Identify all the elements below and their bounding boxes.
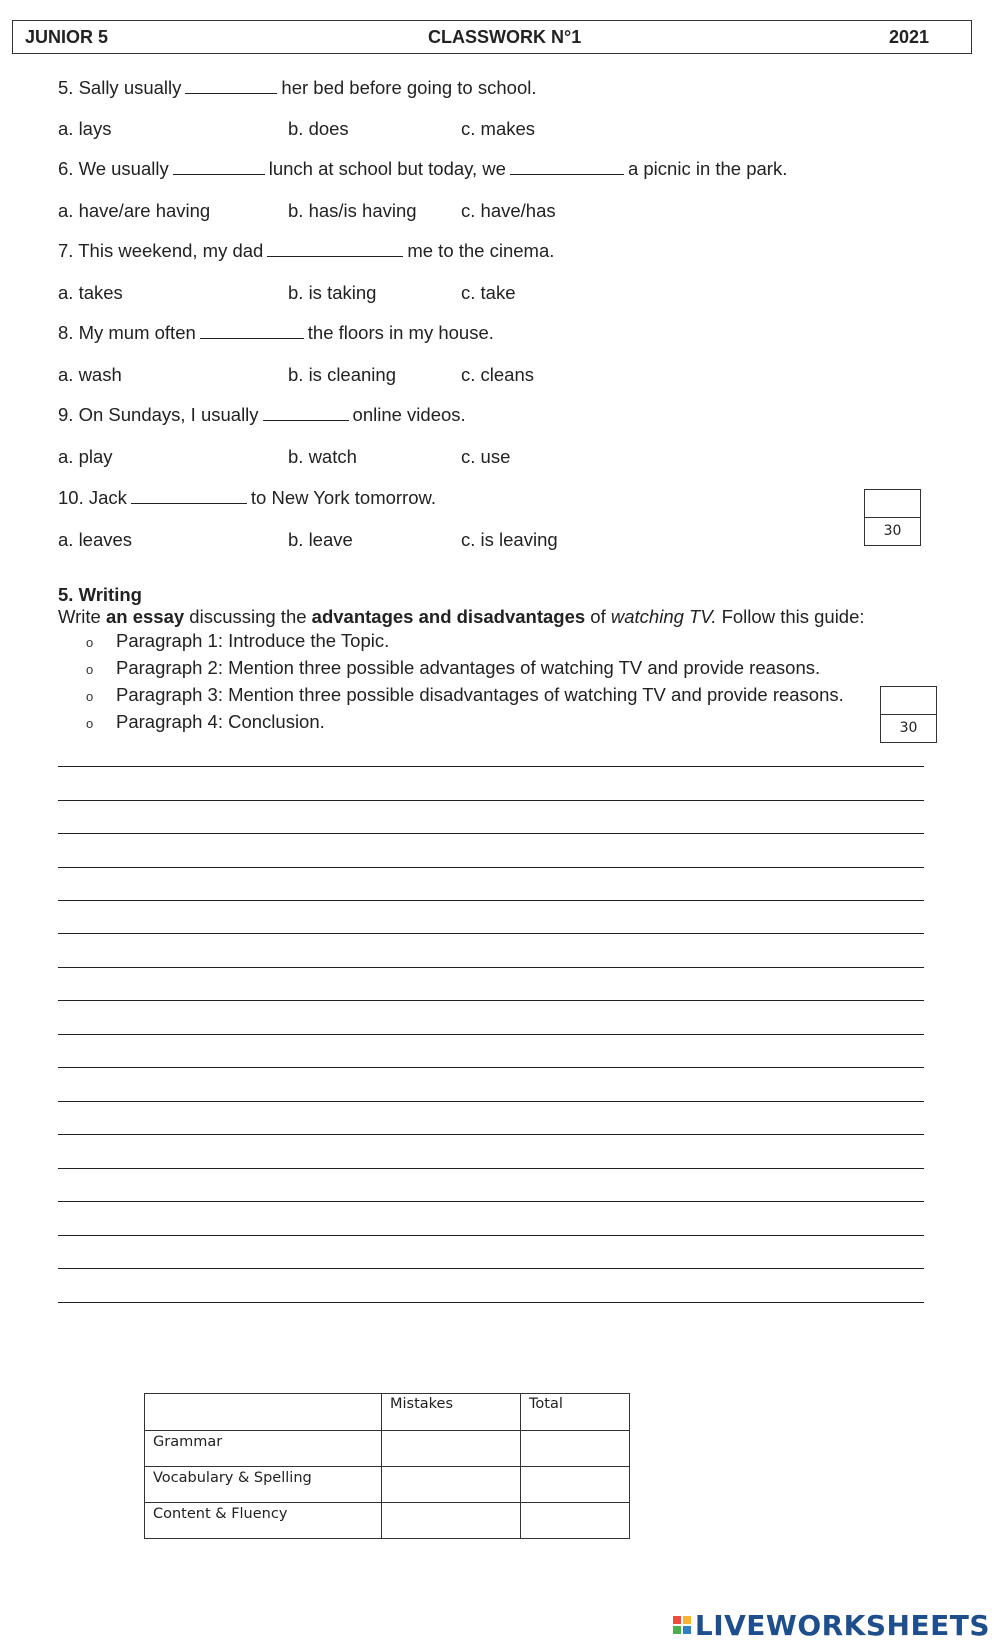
option-b[interactable]: b. is taking [288, 282, 377, 303]
option-a[interactable]: a. takes [58, 282, 123, 303]
rubric-table [144, 1393, 630, 1539]
writing-line[interactable] [58, 800, 924, 801]
option-a[interactable]: a. lays [58, 118, 112, 139]
writing-line[interactable] [58, 833, 924, 834]
option-c[interactable]: c. is leaving [461, 529, 558, 550]
rubric-total-cell[interactable] [521, 1503, 630, 1539]
option-a[interactable]: a. wash [58, 364, 122, 385]
rubric-criterion: Vocabulary & Spelling [145, 1467, 382, 1503]
rubric-header-cell [145, 1394, 382, 1431]
writing-line[interactable] [58, 1000, 924, 1001]
answer-blank[interactable] [173, 159, 265, 175]
option-a[interactable]: a. have/are having [58, 200, 211, 221]
writing-line[interactable] [58, 900, 924, 901]
bullet-icon: o [86, 715, 94, 731]
score-input[interactable] [881, 687, 936, 715]
bullet-icon: o [86, 688, 94, 704]
writing-section-title: 5. Writing [58, 584, 142, 605]
option-c[interactable]: c. have/has [461, 200, 556, 221]
guide-item: o Paragraph 2: Mention three possible advantages of watching TV and provide reasons. [86, 657, 821, 678]
class-level: JUNIOR 5 [25, 27, 109, 47]
worksheet-title: CLASSWORK N°1 [428, 27, 582, 47]
writing-line[interactable] [58, 1268, 924, 1269]
rubric-total-cell[interactable] [521, 1431, 630, 1467]
score-total: 30 [883, 523, 902, 539]
option-b[interactable]: b. has/is having [288, 200, 417, 221]
option-b[interactable]: b. is cleaning [288, 364, 396, 385]
rubric-mistakes-cell[interactable] [382, 1503, 521, 1539]
writing-line[interactable] [58, 1235, 924, 1236]
writing-line[interactable] [58, 933, 924, 934]
option-a[interactable]: a. leaves [58, 529, 133, 550]
writing-line[interactable] [58, 1302, 924, 1303]
score-input[interactable] [865, 490, 920, 518]
option-c[interactable]: c. makes [461, 118, 536, 139]
answer-blank[interactable] [185, 78, 277, 94]
rubric-header-mistakes: Mistakes [382, 1394, 521, 1431]
score-box-writing [880, 686, 937, 743]
writing-line[interactable] [58, 1201, 924, 1202]
bullet-icon: o [86, 661, 94, 677]
question-6: 6. We usually lunch at school but today, we a picnic in the park. [58, 158, 788, 179]
brand-name: LIVEWORKSHEETS [694, 1608, 990, 1642]
answer-blank[interactable] [510, 159, 624, 175]
option-a[interactable]: a. play [58, 446, 113, 467]
rubric-criterion: Grammar [145, 1431, 382, 1467]
year: 2021 [888, 27, 929, 47]
writing-instructions: Write an essay discussing the advantages and disadvantages of watching TV. Follow this guide: [58, 606, 865, 627]
answer-blank[interactable] [263, 405, 349, 421]
rubric-mistakes-cell[interactable] [382, 1467, 521, 1503]
answer-blank[interactable] [200, 323, 304, 339]
writing-line[interactable] [58, 1067, 924, 1068]
score-box-grammar [864, 489, 921, 546]
writing-line[interactable] [58, 967, 924, 968]
guide-item: o Paragraph 1: Introduce the Topic. [86, 630, 390, 651]
logo-grid-icon [673, 1616, 691, 1634]
answer-blank[interactable] [131, 488, 247, 504]
guide-item: o Paragraph 4: Conclusion. [86, 711, 325, 732]
rubric-mistakes-cell[interactable] [382, 1431, 521, 1467]
option-c[interactable]: c. take [461, 282, 516, 303]
option-c[interactable]: c. use [461, 446, 511, 467]
writing-line[interactable] [58, 1034, 924, 1035]
writing-line[interactable] [58, 766, 924, 767]
score-total: 30 [899, 720, 918, 736]
option-b[interactable]: b. leave [288, 529, 353, 550]
question-7: 7. This weekend, my dad me to the cinema. [58, 240, 555, 261]
question-5: 5. Sally usually her bed before going to school. [58, 77, 537, 98]
question-10: 10. Jack to New York tomorrow. [58, 487, 436, 508]
bullet-icon: o [86, 634, 94, 650]
option-b[interactable]: b. does [288, 118, 349, 139]
option-b[interactable]: b. watch [288, 446, 357, 467]
option-c[interactable]: c. cleans [461, 364, 535, 385]
writing-line[interactable] [58, 1134, 924, 1135]
rubric-header-total: Total [521, 1394, 630, 1431]
writing-line[interactable] [58, 1101, 924, 1102]
liveworksheets-logo [673, 1607, 990, 1643]
question-9: 9. On Sundays, I usually online videos. [58, 404, 466, 425]
guide-item: o Paragraph 3: Mention three possible disadvantages of watching TV and provide reasons. [86, 684, 844, 705]
question-8: 8. My mum often the floors in my house. [58, 322, 494, 343]
writing-line[interactable] [58, 1168, 924, 1169]
writing-line[interactable] [58, 867, 924, 868]
worksheet-header [12, 20, 972, 54]
rubric-total-cell[interactable] [521, 1467, 630, 1503]
answer-blank[interactable] [267, 241, 403, 257]
rubric-criterion: Content & Fluency [145, 1503, 382, 1539]
